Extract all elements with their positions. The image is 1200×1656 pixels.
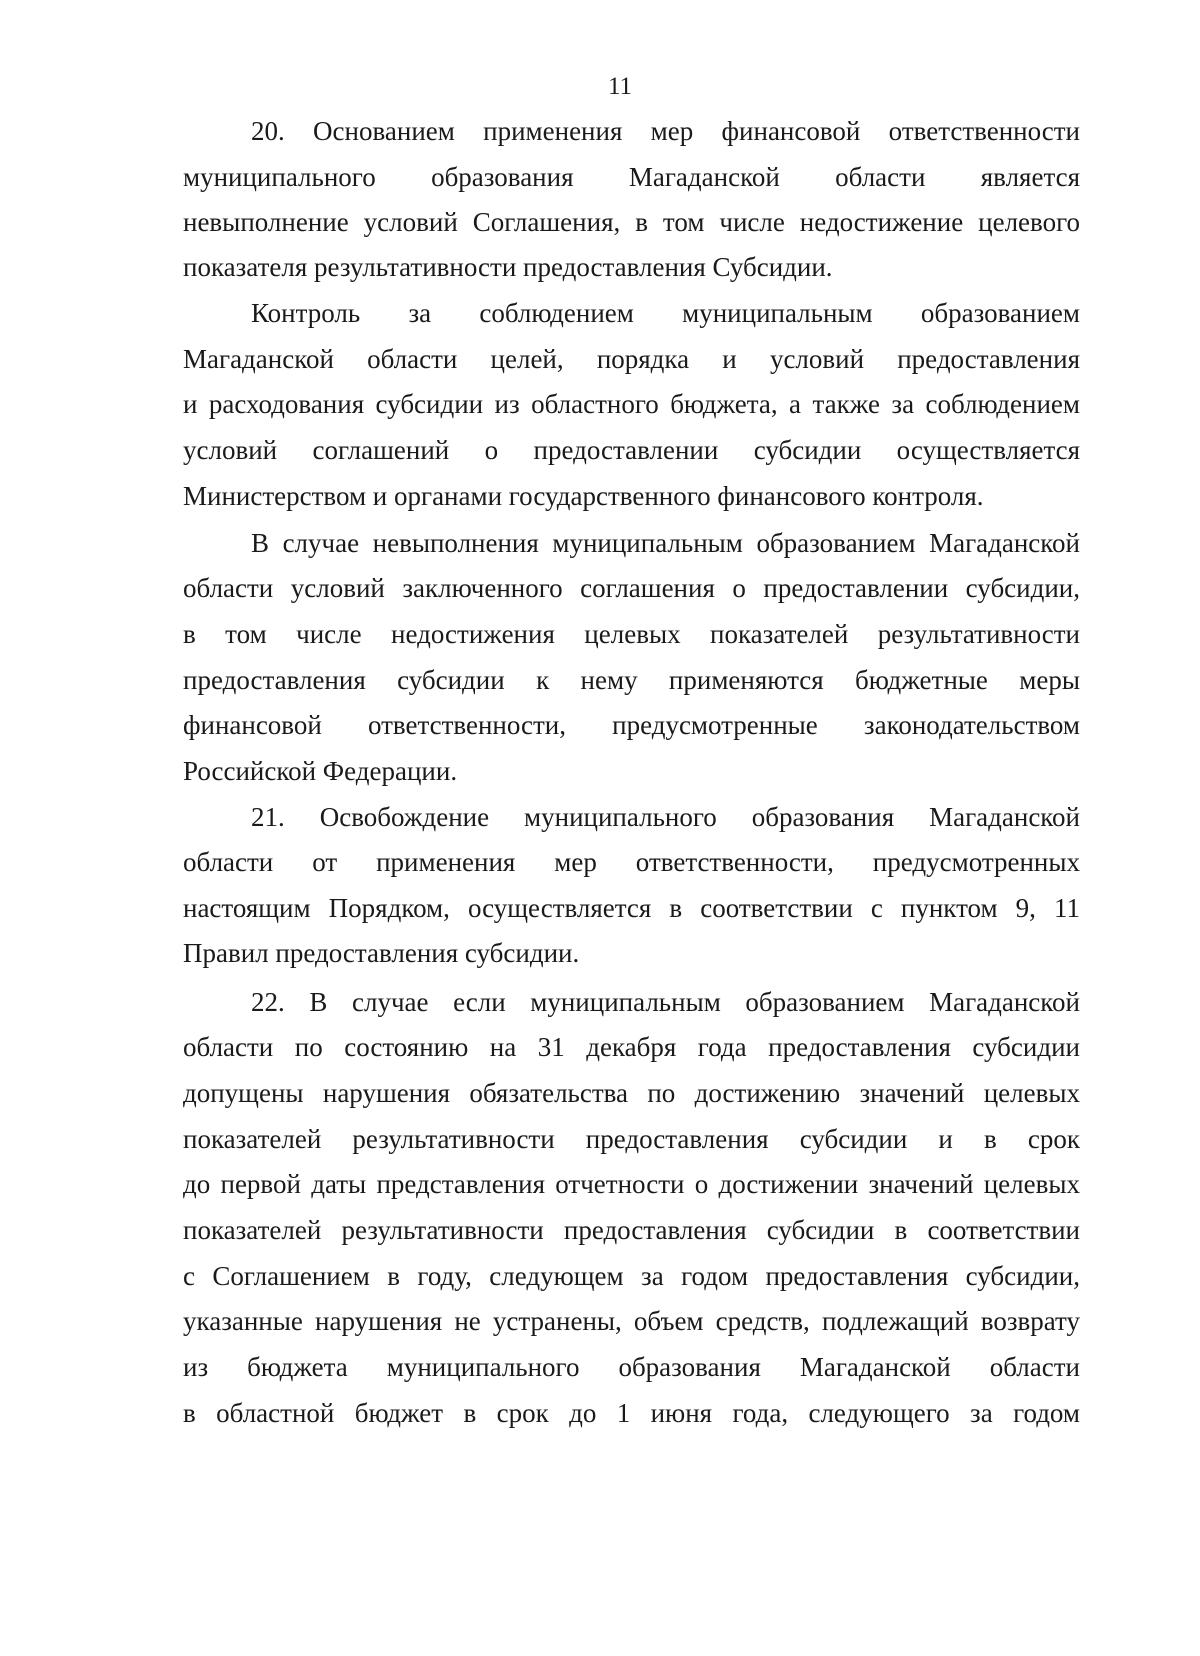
text-line-2: муниципального образования Магаданской области является	[183, 162, 1080, 192]
text-line-17: области от применения мер ответственности, предусмотренных	[183, 847, 1080, 877]
text-line-4: показателя результативности предоставления Субсидии.	[183, 252, 833, 282]
text-line-23: показателей результативности предоставления субсидии и в срок	[183, 1124, 1080, 1154]
text-line-28: из бюджета муниципального образования Магаданской области	[183, 1352, 1080, 1382]
text-line-16: 21. Освобождение муниципального образования Магаданской	[251, 802, 1080, 832]
text-line-5: Контроль за соблюдением муниципальным образованием	[251, 298, 1080, 328]
text-line-26: с Соглашением в году, следующем за годом предоставления субсидии,	[183, 1261, 1080, 1291]
text-line-7: и расходования субсидии из областного бюджета, а также за соблюдением	[183, 389, 1080, 419]
text-line-13: предоставления субсидии к нему применяются бюджетные меры	[183, 665, 1080, 695]
text-line-1: 20. Основанием применения мер финансовой ответственности	[251, 116, 1080, 146]
text-line-8: условий соглашений о предоставлении субсидии осуществляется	[183, 435, 1080, 465]
text-line-20: 22. В случае если муниципальным образованием Магаданской	[251, 987, 1080, 1017]
text-line-6: Магаданской области целей, порядка и условий предоставления	[183, 344, 1080, 374]
text-line-18: настоящим Порядком, осуществляется в соответствии с пунктом 9, 11	[183, 893, 1080, 923]
text-line-12: в том числе недостижения целевых показателей результативности	[183, 619, 1080, 649]
text-line-25: показателей результативности предоставления субсидии в соответствии	[183, 1215, 1080, 1245]
text-line-24: до первой даты представления отчетности о достижении значений целевых	[183, 1169, 1080, 1199]
text-line-15: Российской Федерации.	[183, 756, 458, 786]
text-line-21: области по состоянию на 31 декабря года предоставления субсидии	[183, 1032, 1080, 1062]
text-line-27: указанные нарушения не устранены, объем средств, подлежащий возврату	[183, 1306, 1080, 1336]
text-line-14: финансовой ответственности, предусмотренные законодательством	[183, 710, 1080, 740]
text-line-9: Министерством и органами государственного финансового контроля.	[183, 481, 984, 511]
text-line-3: невыполнение условий Соглашения, в том числе недостижение целевого	[183, 207, 1080, 237]
page-number: 11	[607, 73, 633, 100]
text-line-11: области условий заключенного соглашения о предоставлении субсидии,	[183, 573, 1080, 603]
text-line-22: допущены нарушения обязательства по достижению значений целевых	[183, 1078, 1080, 1108]
text-line-29: в областной бюджет в срок до 1 июня года, следующего за годом	[183, 1398, 1080, 1428]
text-line-19: Правил предоставления субсидии.	[183, 938, 580, 968]
text-line-10: В случае невыполнения муниципальным образованием Магаданской	[251, 528, 1080, 558]
